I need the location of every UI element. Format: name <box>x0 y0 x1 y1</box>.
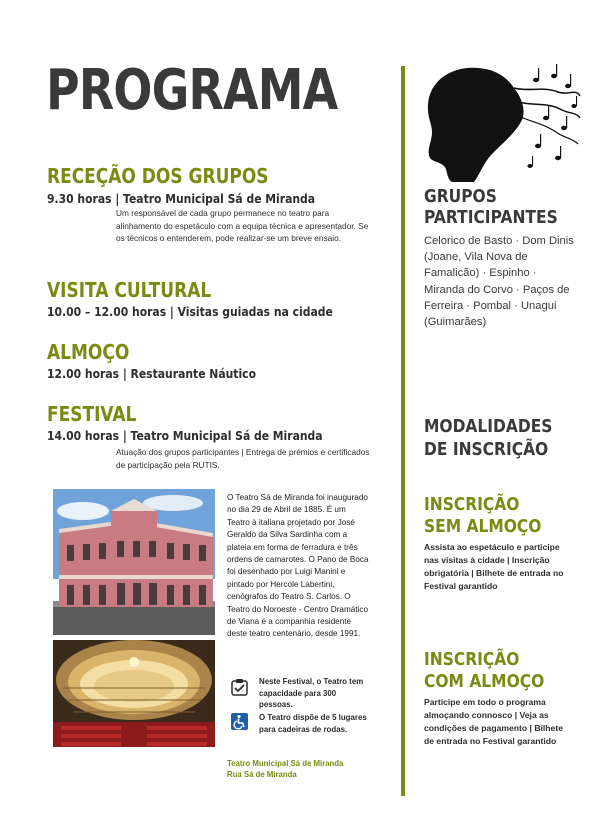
section-subheading-rececao: 9.30 horas | Teatro Municipal Sá de Miranda <box>47 192 316 206</box>
section-subheading-visita: 10.00 – 12.00 horas | Visitas guiadas na cidade <box>47 305 333 319</box>
option2-description: Participe em todo o programa almoçando connosco | Veja as condições de pagamento | Bilhete de entrada no Festival garantido <box>424 697 563 746</box>
groups-heading-line1: GRUPOS <box>424 186 497 207</box>
option2-heading-line1: INSCRIÇÃO <box>424 649 520 670</box>
section-subheading-almoco: 12.00 horas | Restaurante Náutico <box>47 367 256 381</box>
modalities-heading-line1: MODALIDADES <box>424 416 553 437</box>
option1-heading-line1: INSCRIÇÃO <box>424 494 520 515</box>
section-heading-rececao: RECEÇÃO DOS GRUPOS <box>47 164 269 188</box>
section-heading-almoco: ALMOÇO <box>47 340 130 364</box>
section-heading-festival: FESTIVAL <box>47 402 137 426</box>
option1-description: Assista ao espetáculo e participe nas visitas à cidade | Inscrição obrigatória | Bilhete de entrada no Festival garantido <box>424 542 564 591</box>
groups-list: Celorico de Basto · Dom Dinis (Joane, Vila Nova de Famalicão) · Espinho · Miranda do Corvo · Paços de Ferreira · Pombal · Unagui (Guimarães) <box>424 235 574 329</box>
checklist-icon <box>231 679 248 696</box>
modalities-heading-line2: DE INSCRIÇÃO <box>424 439 549 460</box>
theatre-description: O Teatro Sá de Miranda foi inaugurado no dia 29 de Abril de 1885. É um Teatro à italiana projetado por José Geraldo da Silva Sardinha com a plateia em forma de ferradura e três ordens de camarotes. O Pano de Boca foi desenhado por Luigi Manini e pintado por Hercole Labertini, cenógrafos do Teatro S. Carlos. O Teatro do Noroeste - Centro Dramático de Viana é a companhia residente deste teatro centenário, desde 1991. <box>227 493 369 639</box>
accessibility-note: O Teatro dispõe de 5 lugares para cadeiras de rodas. <box>259 713 367 734</box>
groups-heading-line2: PARTICIPANTES <box>424 207 558 228</box>
wheelchair-icon <box>231 713 248 730</box>
section-subheading-festival: 14.00 horas | Teatro Municipal Sá de Miranda <box>47 429 323 443</box>
section-heading-visita: VISITA CULTURAL <box>47 278 212 302</box>
option1-heading-line2: SEM ALMOÇO <box>424 516 542 537</box>
option2-heading-line2: COM ALMOÇO <box>424 671 545 692</box>
section-body-festival: Atuação dos grupos participantes | Entrega de prémios e certificados de participação pela RUTIS. <box>116 447 370 470</box>
page-title: PROGRAMA <box>46 58 338 123</box>
theatre-exterior-photo <box>53 489 215 635</box>
address-line-1: Teatro Municipal Sá de Miranda <box>227 759 344 768</box>
capacity-note: Neste Festival, o Teatro tem capacidade para 300 pessoas. <box>259 677 364 709</box>
music-silhouette-image <box>418 62 583 190</box>
address-line-2: Rua Sá de Miranda <box>227 770 297 779</box>
section-body-rececao: Um responsável de cada grupo permanece no teatro para alinhamento do espetáculo com a equipa técnica e apresentador. Se os técnicos o entenderem, pode realizar-se um breve ensaio. <box>116 208 369 244</box>
column-divider <box>401 66 405 796</box>
theatre-interior-photo <box>53 640 215 747</box>
